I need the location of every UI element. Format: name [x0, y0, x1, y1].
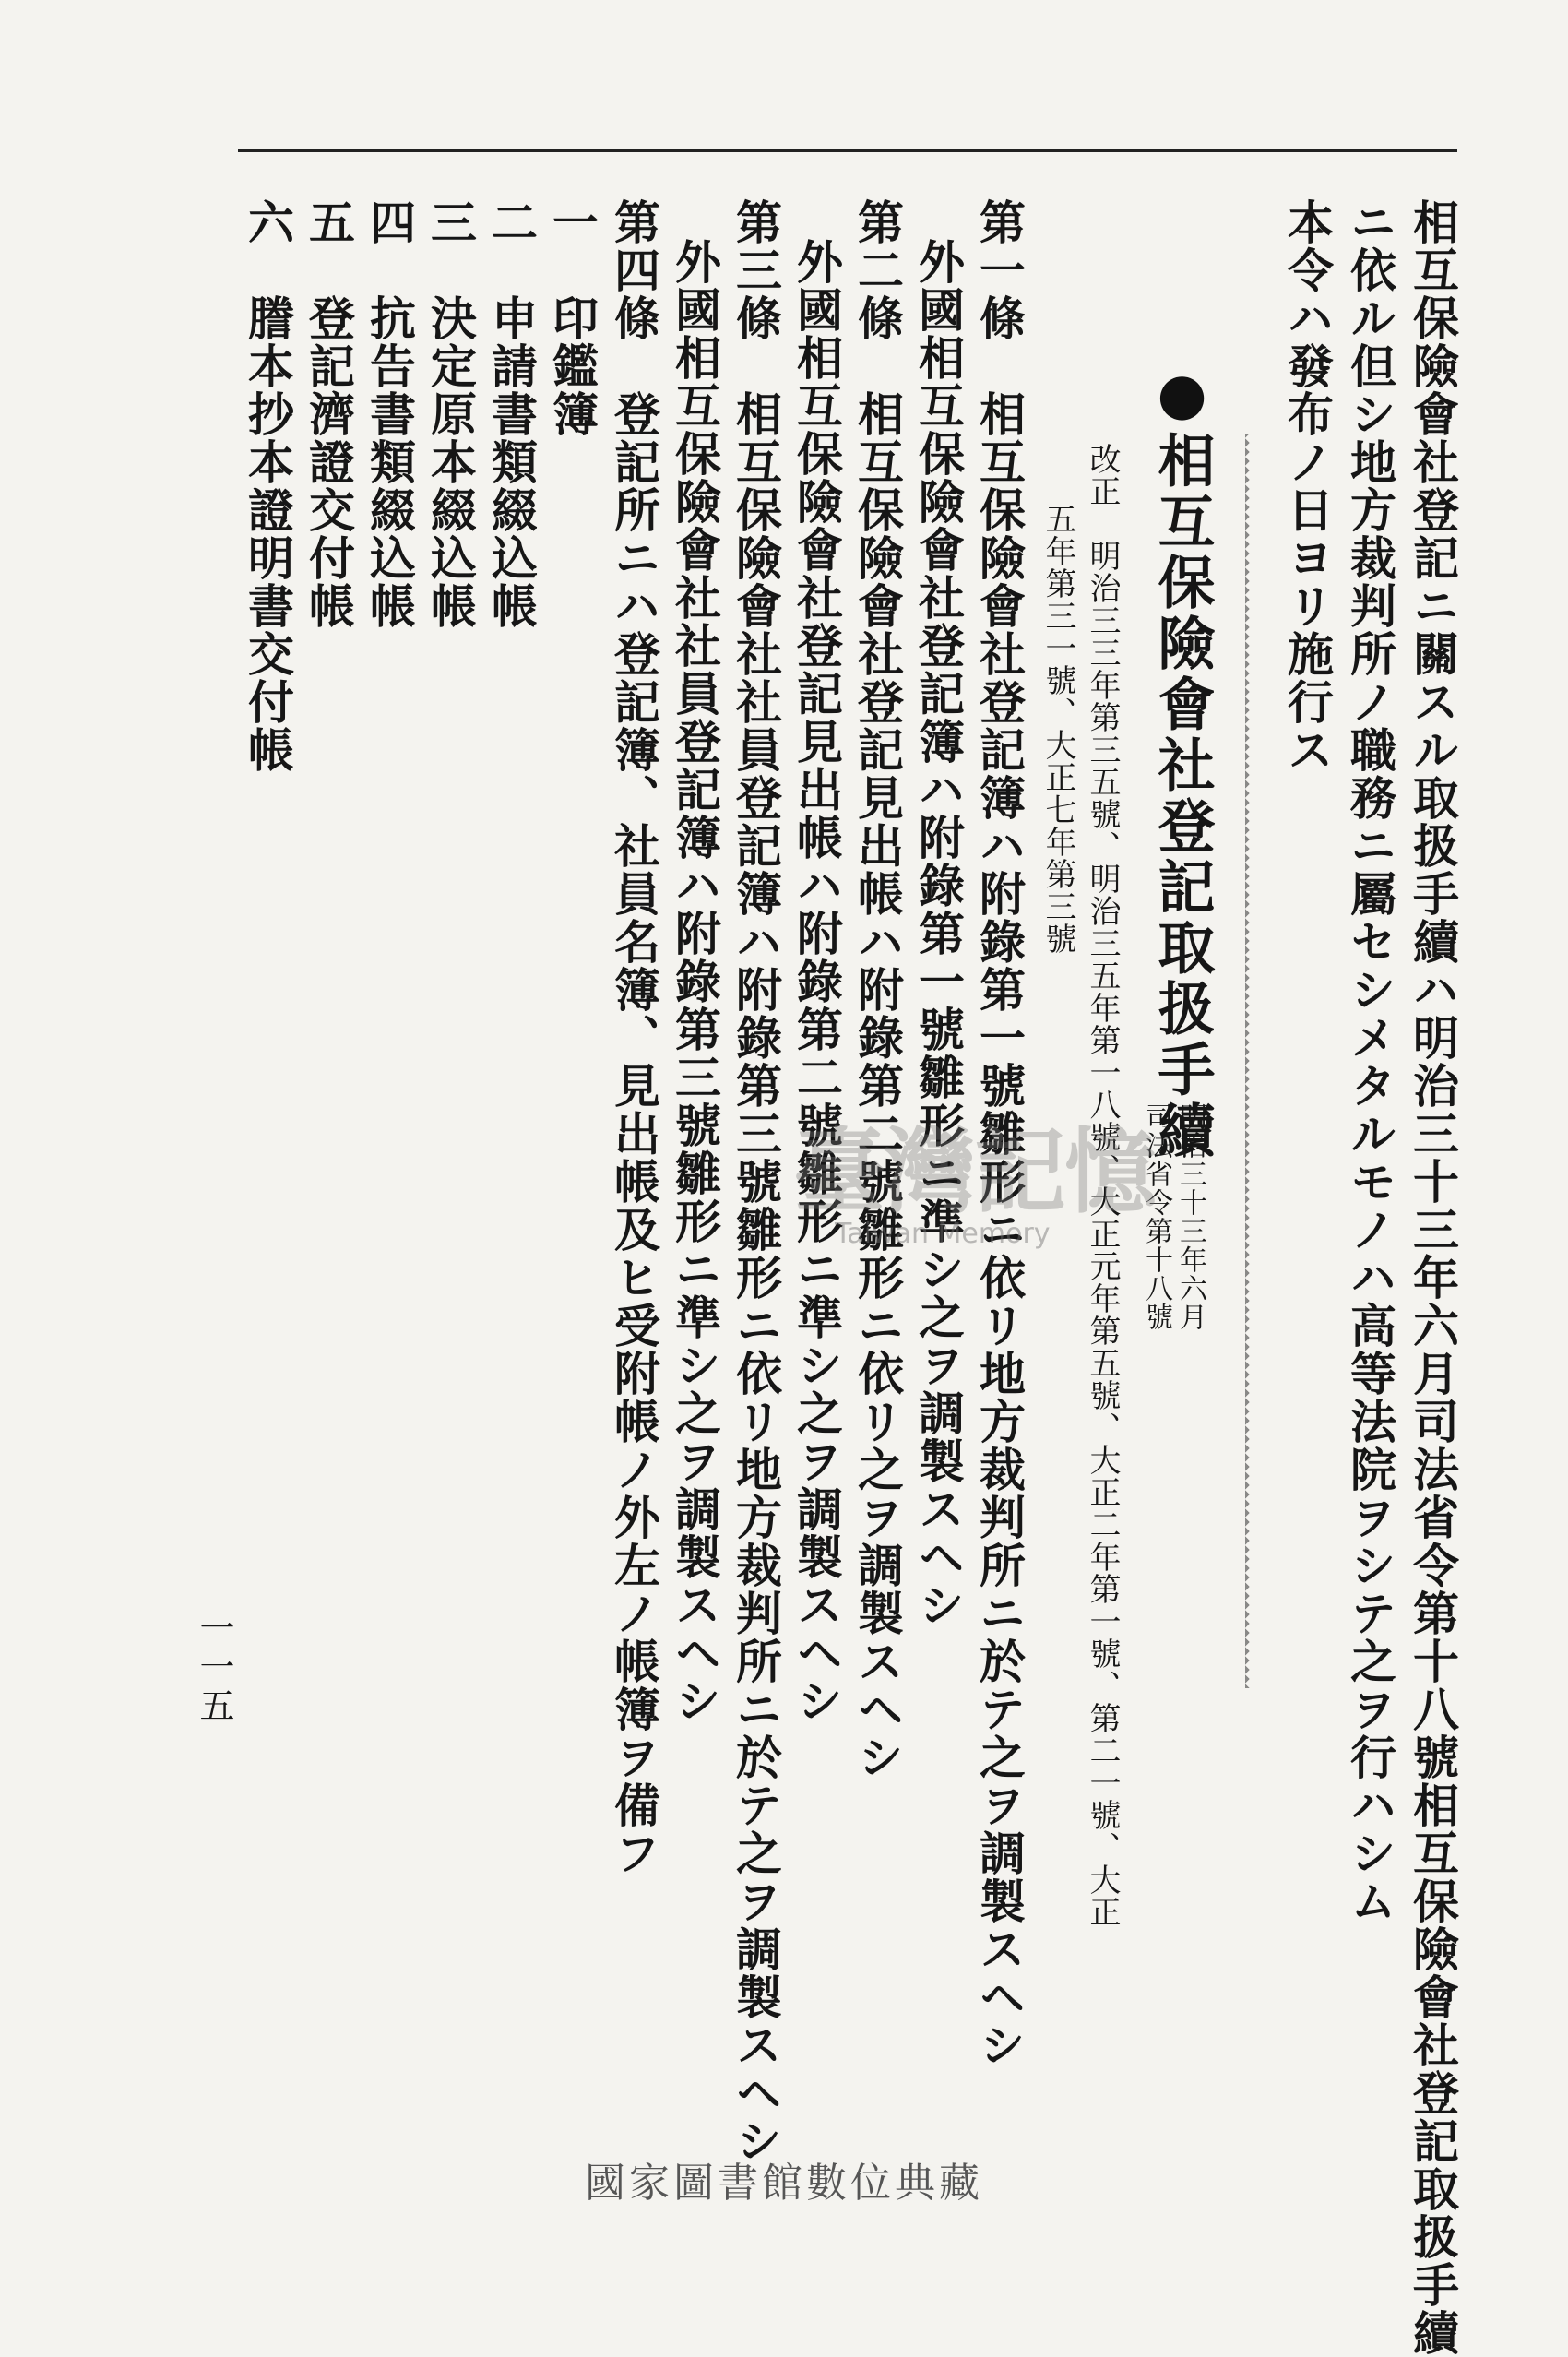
- watermark-text: 臺灣記憶: [793, 1117, 1155, 1226]
- article-4: 第四條 登記所ニハ登記簿、社員名簿、見出帳及ヒ受附帳ノ外左ノ帳簿ヲ備フ: [607, 198, 661, 1877]
- section-title: 相互保險會社登記取扱手續: [1148, 431, 1216, 1161]
- section-heading: [1148, 360, 1216, 1161]
- ledger-item-4: 四 抗告書類綴込帳: [362, 198, 417, 630]
- watermark-subtext: Taiwan Memory: [835, 1218, 1051, 1250]
- preamble-line-2: ニ依ル但シ地方裁判所ノ職務ニ屬セシメタルモノハ高等法院ヲシテ之ヲ行ハシム: [1343, 198, 1397, 1925]
- article-3: 第三條 相互保險會社社員登記簿ハ附錄第三號雛形ニ依リ地方裁判所ニ於テ之ヲ調製スヘシ: [729, 198, 783, 2165]
- revision-line-1: 改正 明治三三年第三五號、明治三五年第一八號、大正元年第五號、大正二年第一號、第二一號、大正: [1084, 443, 1121, 1928]
- article-1: 第一條 相互保險會社登記簿ハ附錄第一號雛形ニ依リ地方裁判所ニ於テ之ヲ調製スヘシ: [972, 198, 1027, 2069]
- footer-credit: 國家圖書館數位典藏: [585, 2160, 983, 2207]
- heading-date-1: 明治三十三年六月: [1174, 1102, 1206, 1331]
- ledger-item-2: 二 申請書類綴込帳: [484, 198, 539, 630]
- ledger-item-3: 三 決定原本綴込帳: [423, 198, 478, 630]
- ledger-item-1: 一 印鑑簿: [545, 198, 600, 438]
- wavy-separator: [1245, 434, 1254, 1688]
- article-2: 第二條 相互保險會社登記見出帳ハ附錄第二號雛形ニ依リ之ヲ調製スヘシ: [850, 198, 905, 1781]
- ledger-item-5: 五 登記濟證交付帳: [302, 198, 356, 630]
- top-rule: [238, 149, 1457, 152]
- heading-date-2: 司法省令第十八號: [1140, 1102, 1172, 1331]
- preamble-line-3: 本令ハ發布ノ日ヨリ施行ス: [1280, 198, 1335, 774]
- article-1-foreign: 外國相互保險會社登記簿ハ附錄第一號雛形ニ準シ之ヲ調製スヘシ: [911, 238, 966, 1629]
- ledger-item-6: 六 謄本抄本證明書交付帳: [241, 198, 295, 774]
- article-2-foreign: 外國相互保險會社登記見出帳ハ附錄第二號雛形ニ準シ之ヲ調製スヘシ: [790, 238, 844, 1725]
- revision-line-2: 五年第三一號、大正七年第三號: [1039, 503, 1076, 955]
- page-number: 一一五: [194, 1610, 234, 1726]
- bullet-icon: ●: [1148, 360, 1216, 431]
- article-3-foreign: 外國相互保險會社社員登記簿ハ附錄第三號雛形ニ準シ之ヲ調製スヘシ: [668, 238, 722, 1725]
- preamble-line-1: 相互保險會社登記ニ關スル取扱手續ハ明治三十三年六月司法省令第十八號相互保險會社登記取扱手續: [1406, 198, 1460, 2357]
